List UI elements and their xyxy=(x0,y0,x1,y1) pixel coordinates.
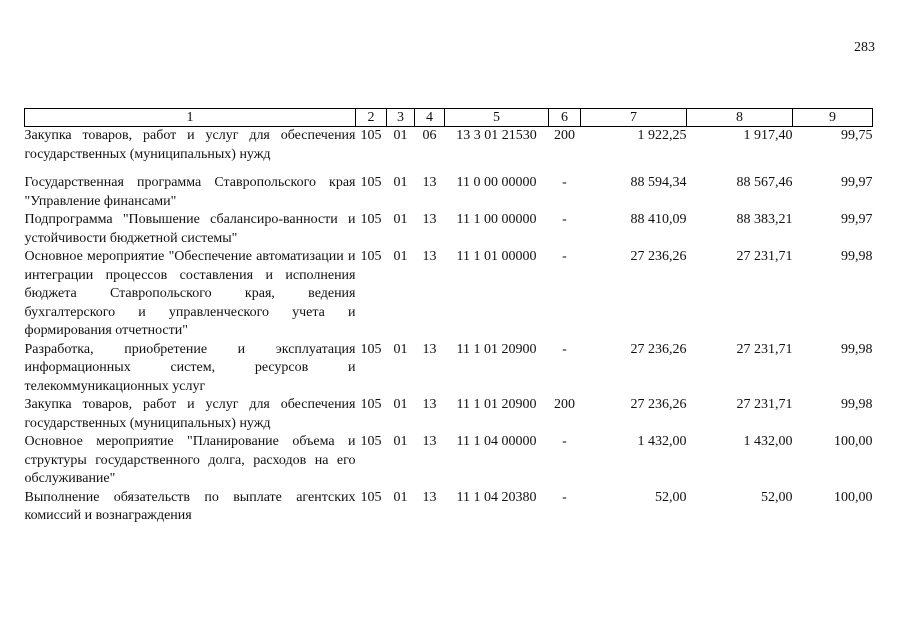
row-subsection: 13 xyxy=(422,397,437,412)
row-name: Основное мероприятие "Планирование объема и структуры государственного долга, расходов на его обслуживание" xyxy=(24,434,356,486)
table-body xyxy=(25,127,873,526)
row-percent: 99,97 xyxy=(841,175,873,190)
row-name: Подпрограмма "Повышение сбалансиро-ванности и устойчивости бюджетной системы" xyxy=(24,212,356,246)
row-subsection: 13 xyxy=(422,249,437,264)
row-csr: 11 0 00 00000 xyxy=(456,175,537,190)
row-vr: - xyxy=(562,175,567,190)
table-row xyxy=(25,433,873,489)
row-code: 105 xyxy=(360,489,382,505)
col-header-2: 2 xyxy=(356,109,387,127)
col-header-9: 9 xyxy=(793,109,873,127)
row-subsection: 06 xyxy=(422,128,437,143)
row-code: 105 xyxy=(360,341,382,357)
col-header-5: 5 xyxy=(445,109,549,127)
row-plan: 88 410,09 xyxy=(630,212,687,227)
row-name: Основное мероприятие "Обеспечение автоматизации и интеграции процессов составления и исполнения бюджета Ставропольского края, ведения бухгалтерского и управленческого учета и формирования отчетности" xyxy=(24,249,356,338)
row-section: 01 xyxy=(393,397,408,412)
row-subsection: 13 xyxy=(422,489,437,505)
row-percent: 100,00 xyxy=(834,434,873,449)
row-fact: 27 231,71 xyxy=(736,249,793,264)
row-plan: 27 236,26 xyxy=(630,249,687,264)
row-fact: 88 383,21 xyxy=(736,212,793,227)
row-csr: 11 1 01 20900 xyxy=(456,397,537,412)
row-plan: 1 432,00 xyxy=(637,434,687,449)
col-header-3: 3 xyxy=(387,109,415,127)
row-name: Государственная программа Ставропольского края "Управление финансами" xyxy=(24,175,356,209)
row-subsection: 13 xyxy=(422,175,437,190)
row-subsection: 13 xyxy=(422,434,437,449)
row-plan: 1 922,25 xyxy=(637,128,687,143)
row-csr: 11 1 01 20900 xyxy=(456,341,537,357)
row-vr: - xyxy=(562,434,567,449)
row-plan: 52,00 xyxy=(655,489,687,505)
row-plan: 27 236,26 xyxy=(630,341,687,357)
row-code: 105 xyxy=(360,212,382,227)
row-csr: 13 3 01 21530 xyxy=(456,128,537,143)
row-section: 01 xyxy=(393,434,408,449)
budget-table xyxy=(24,108,873,526)
col-header-7: 7 xyxy=(581,109,687,127)
row-vr: - xyxy=(562,212,567,227)
row-csr: 11 1 01 00000 xyxy=(456,249,537,264)
col-header-1: 1 xyxy=(25,109,356,127)
row-vr: - xyxy=(562,249,567,264)
row-plan: 27 236,26 xyxy=(630,397,687,412)
row-code: 105 xyxy=(360,175,382,190)
row-vr: - xyxy=(562,341,567,357)
row-code: 105 xyxy=(360,249,382,264)
row-csr: 11 1 04 00000 xyxy=(456,434,537,449)
row-fact: 27 231,71 xyxy=(736,341,793,357)
row-name: Закупка товаров, работ и услуг для обеспечения государственных (муниципальных) нужд xyxy=(24,128,356,162)
row-vr: 200 xyxy=(554,397,575,412)
col-header-6: 6 xyxy=(549,109,581,127)
row-fact: 27 231,71 xyxy=(736,397,793,412)
row-percent: 99,98 xyxy=(841,249,873,264)
table-row xyxy=(25,211,873,248)
row-fact: 1 432,00 xyxy=(743,434,793,449)
row-section: 01 xyxy=(393,128,408,143)
row-percent: 99,98 xyxy=(841,341,873,357)
row-section: 01 xyxy=(393,212,408,227)
row-section: 01 xyxy=(393,175,408,190)
row-vr: 200 xyxy=(554,128,575,143)
table-row xyxy=(25,248,873,341)
row-name: Выполнение обязательств по выплате агентских комиссий и вознаграждения xyxy=(24,489,356,523)
table-row xyxy=(25,174,873,211)
page-number: 283 xyxy=(854,40,875,55)
row-csr: 11 1 04 20380 xyxy=(456,489,537,505)
row-plan: 88 594,34 xyxy=(630,175,687,190)
row-code: 105 xyxy=(360,434,382,449)
row-percent: 99,98 xyxy=(841,397,873,412)
table-row xyxy=(25,396,873,433)
row-code: 105 xyxy=(360,128,382,143)
row-subsection: 13 xyxy=(422,341,437,357)
row-fact: 88 567,46 xyxy=(736,175,793,190)
row-name: Закупка товаров, работ и услуг для обеспечения государственных (муниципальных) нужд xyxy=(24,397,356,431)
table-header xyxy=(25,109,873,127)
row-percent: 99,75 xyxy=(841,128,873,143)
row-code: 105 xyxy=(360,397,382,412)
row-percent: 100,00 xyxy=(834,489,873,505)
row-fact: 1 917,40 xyxy=(743,128,793,143)
row-section: 01 xyxy=(393,341,408,357)
table-row xyxy=(25,489,873,526)
row-vr: - xyxy=(562,489,567,505)
table-row xyxy=(25,341,873,397)
table-row xyxy=(25,127,873,175)
row-csr: 11 1 00 00000 xyxy=(456,212,537,227)
col-header-8: 8 xyxy=(687,109,793,127)
row-percent: 99,97 xyxy=(841,212,873,227)
col-header-4: 4 xyxy=(415,109,445,127)
row-name: Разработка, приобретение и эксплуатация информационных систем, ресурсов и телекоммуникационных услуг xyxy=(24,341,356,394)
row-section: 01 xyxy=(393,249,408,264)
row-fact: 52,00 xyxy=(761,489,793,505)
row-section: 01 xyxy=(393,489,408,505)
row-subsection: 13 xyxy=(422,212,437,227)
